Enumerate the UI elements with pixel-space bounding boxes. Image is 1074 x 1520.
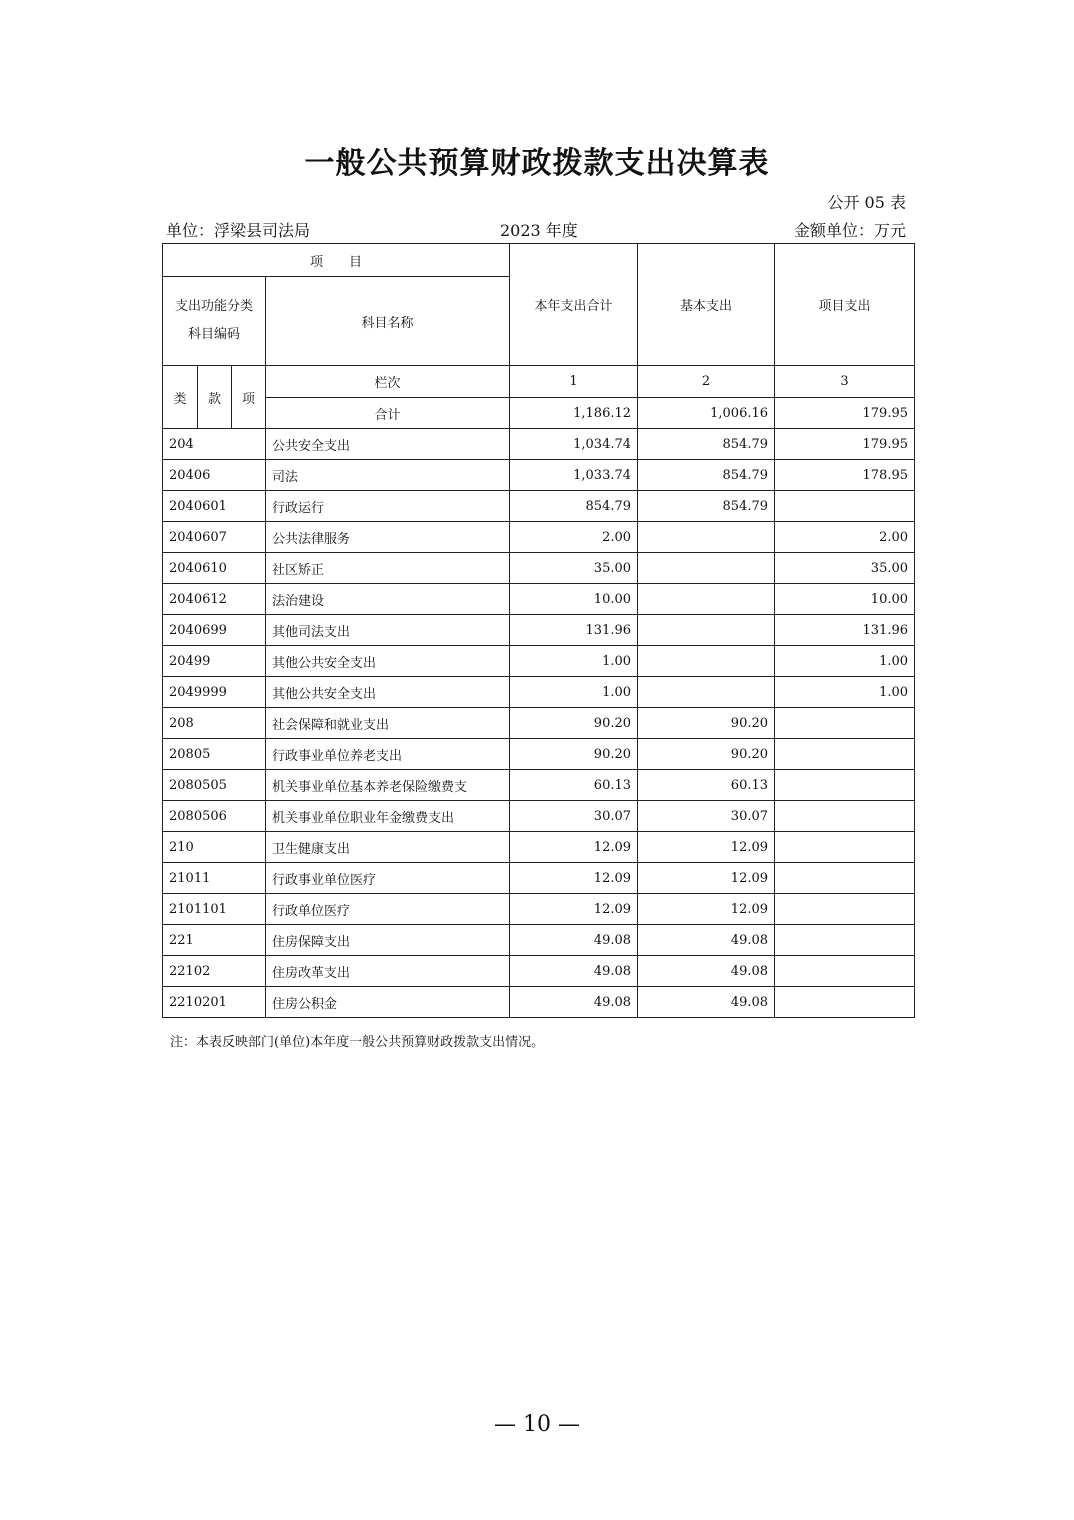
row-code: 2210201 [163, 987, 266, 1018]
row-name: 行政单位医疗 [266, 894, 510, 925]
row-project: 178.95 [775, 460, 915, 491]
table-row [163, 460, 915, 491]
row-name: 住房保障支出 [266, 925, 510, 956]
row-name: 法治建设 [266, 584, 510, 615]
row-basic: 854.79 [638, 429, 775, 460]
row-basic [638, 646, 775, 677]
row-project [775, 708, 915, 739]
row-project [775, 987, 915, 1018]
row-basic: 854.79 [638, 491, 775, 522]
row-name: 行政运行 [266, 491, 510, 522]
row-total: 10.00 [510, 584, 638, 615]
row-basic [638, 522, 775, 553]
row-total: 35.00 [510, 553, 638, 584]
table-note: 注：本表反映部门(单位)本年度一般公共预算财政拨款支出情况。 [170, 1035, 545, 1050]
row-code: 208 [163, 708, 266, 739]
header-func-code: 支出功能分类科目编码 [163, 277, 266, 366]
row-project [775, 801, 915, 832]
table-row [163, 894, 915, 925]
row-project: 1.00 [775, 677, 915, 708]
row-basic: 49.08 [638, 956, 775, 987]
row-total: 12.09 [510, 894, 638, 925]
header-project: 项 目 [163, 244, 510, 277]
table-row [163, 646, 915, 677]
row-total: 60.13 [510, 770, 638, 801]
row-code: 2040699 [163, 615, 266, 646]
header-xiang: 项 [232, 366, 266, 429]
row-total: 49.08 [510, 956, 638, 987]
header-subject-name: 科目名称 [266, 277, 510, 366]
table-row [163, 429, 915, 460]
row-basic: 60.13 [638, 770, 775, 801]
row-total: 1.00 [510, 677, 638, 708]
row-code: 20499 [163, 646, 266, 677]
sum-total: 1,186.12 [510, 398, 638, 429]
row-basic: 12.09 [638, 863, 775, 894]
row-code: 21011 [163, 863, 266, 894]
header-project-expense: 项目支出 [775, 244, 915, 366]
row-total: 1.00 [510, 646, 638, 677]
row-code: 20805 [163, 739, 266, 770]
table-row [163, 987, 915, 1018]
table-row [163, 956, 915, 987]
sum-basic: 1,006.16 [638, 398, 775, 429]
row-code: 204 [163, 429, 266, 460]
row-project: 2.00 [775, 522, 915, 553]
row-code: 20406 [163, 460, 266, 491]
sum-row [163, 398, 915, 429]
table-row [163, 491, 915, 522]
table-row [163, 708, 915, 739]
row-basic: 854.79 [638, 460, 775, 491]
row-basic [638, 584, 775, 615]
table-row [163, 801, 915, 832]
row-project [775, 832, 915, 863]
row-name: 机关事业单位基本养老保险缴费支 [266, 770, 510, 801]
row-total: 30.07 [510, 801, 638, 832]
row-total: 2.00 [510, 522, 638, 553]
row-name: 社区矫正 [266, 553, 510, 584]
row-code: 2040610 [163, 553, 266, 584]
row-name: 住房改革支出 [266, 956, 510, 987]
column-number-3: 3 [775, 366, 915, 398]
row-total: 1,034.74 [510, 429, 638, 460]
row-project: 10.00 [775, 584, 915, 615]
table-row [163, 770, 915, 801]
table-row [163, 863, 915, 894]
row-name: 其他公共安全支出 [266, 646, 510, 677]
row-name: 行政事业单位养老支出 [266, 739, 510, 770]
row-total: 90.20 [510, 708, 638, 739]
row-name: 住房公积金 [266, 987, 510, 1018]
row-code: 2040601 [163, 491, 266, 522]
year-label: 2023 年度 [500, 221, 578, 240]
row-code: 2101101 [163, 894, 266, 925]
header-row-columns [163, 366, 915, 398]
row-basic [638, 677, 775, 708]
row-basic: 12.09 [638, 832, 775, 863]
row-total: 1,033.74 [510, 460, 638, 491]
page-number: — 10 — [494, 1412, 580, 1437]
form-code: 公开 05 表 [827, 193, 906, 212]
row-code: 210 [163, 832, 266, 863]
unit-label: 单位：浮梁县司法局 [166, 221, 311, 240]
row-name: 其他公共安全支出 [266, 677, 510, 708]
row-total: 90.20 [510, 739, 638, 770]
row-project: 35.00 [775, 553, 915, 584]
row-total: 131.96 [510, 615, 638, 646]
row-project [775, 894, 915, 925]
table-row [163, 925, 915, 956]
row-code: 2040607 [163, 522, 266, 553]
row-basic: 49.08 [638, 987, 775, 1018]
row-project [775, 956, 915, 987]
row-basic [638, 615, 775, 646]
sum-label: 合计 [266, 398, 510, 429]
table-row [163, 584, 915, 615]
row-project: 1.00 [775, 646, 915, 677]
row-name: 社会保障和就业支出 [266, 708, 510, 739]
row-total: 854.79 [510, 491, 638, 522]
table-row [163, 677, 915, 708]
page-title: 一般公共预算财政拨款支出决算表 [304, 146, 770, 181]
row-project [775, 739, 915, 770]
row-name: 行政事业单位医疗 [266, 863, 510, 894]
column-number-1: 1 [510, 366, 638, 398]
unit-line [166, 218, 906, 240]
column-number-2: 2 [638, 366, 775, 398]
row-total: 49.08 [510, 925, 638, 956]
table-row [163, 832, 915, 863]
header-basic: 基本支出 [638, 244, 775, 366]
row-basic [638, 553, 775, 584]
row-code: 22102 [163, 956, 266, 987]
row-project: 179.95 [775, 429, 915, 460]
row-code: 2049999 [163, 677, 266, 708]
row-name: 司法 [266, 460, 510, 491]
header-total: 本年支出合计 [510, 244, 638, 366]
row-name: 机关事业单位职业年金缴费支出 [266, 801, 510, 832]
row-project [775, 491, 915, 522]
row-project: 131.96 [775, 615, 915, 646]
row-basic: 49.08 [638, 925, 775, 956]
row-total: 12.09 [510, 832, 638, 863]
header-row-project [163, 244, 915, 277]
table-row [163, 522, 915, 553]
row-code: 2080506 [163, 801, 266, 832]
row-basic: 12.09 [638, 894, 775, 925]
budget-table [162, 243, 915, 1018]
table-row [163, 553, 915, 584]
row-basic: 30.07 [638, 801, 775, 832]
row-project [775, 770, 915, 801]
sum-project: 179.95 [775, 398, 915, 429]
row-code: 2080505 [163, 770, 266, 801]
row-project [775, 925, 915, 956]
row-name: 公共法律服务 [266, 522, 510, 553]
row-basic: 90.20 [638, 739, 775, 770]
row-total: 49.08 [510, 987, 638, 1018]
row-total: 12.09 [510, 863, 638, 894]
table-row [163, 615, 915, 646]
amount-unit: 金额单位：万元 [793, 221, 906, 240]
row-code: 2040612 [163, 584, 266, 615]
row-basic: 90.20 [638, 708, 775, 739]
header-kuan: 款 [198, 366, 232, 429]
table-row [163, 739, 915, 770]
row-name: 公共安全支出 [266, 429, 510, 460]
row-name: 其他司法支出 [266, 615, 510, 646]
row-name: 卫生健康支出 [266, 832, 510, 863]
row-code: 221 [163, 925, 266, 956]
column-label: 栏次 [266, 366, 510, 398]
header-lei: 类 [163, 366, 198, 429]
row-project [775, 863, 915, 894]
